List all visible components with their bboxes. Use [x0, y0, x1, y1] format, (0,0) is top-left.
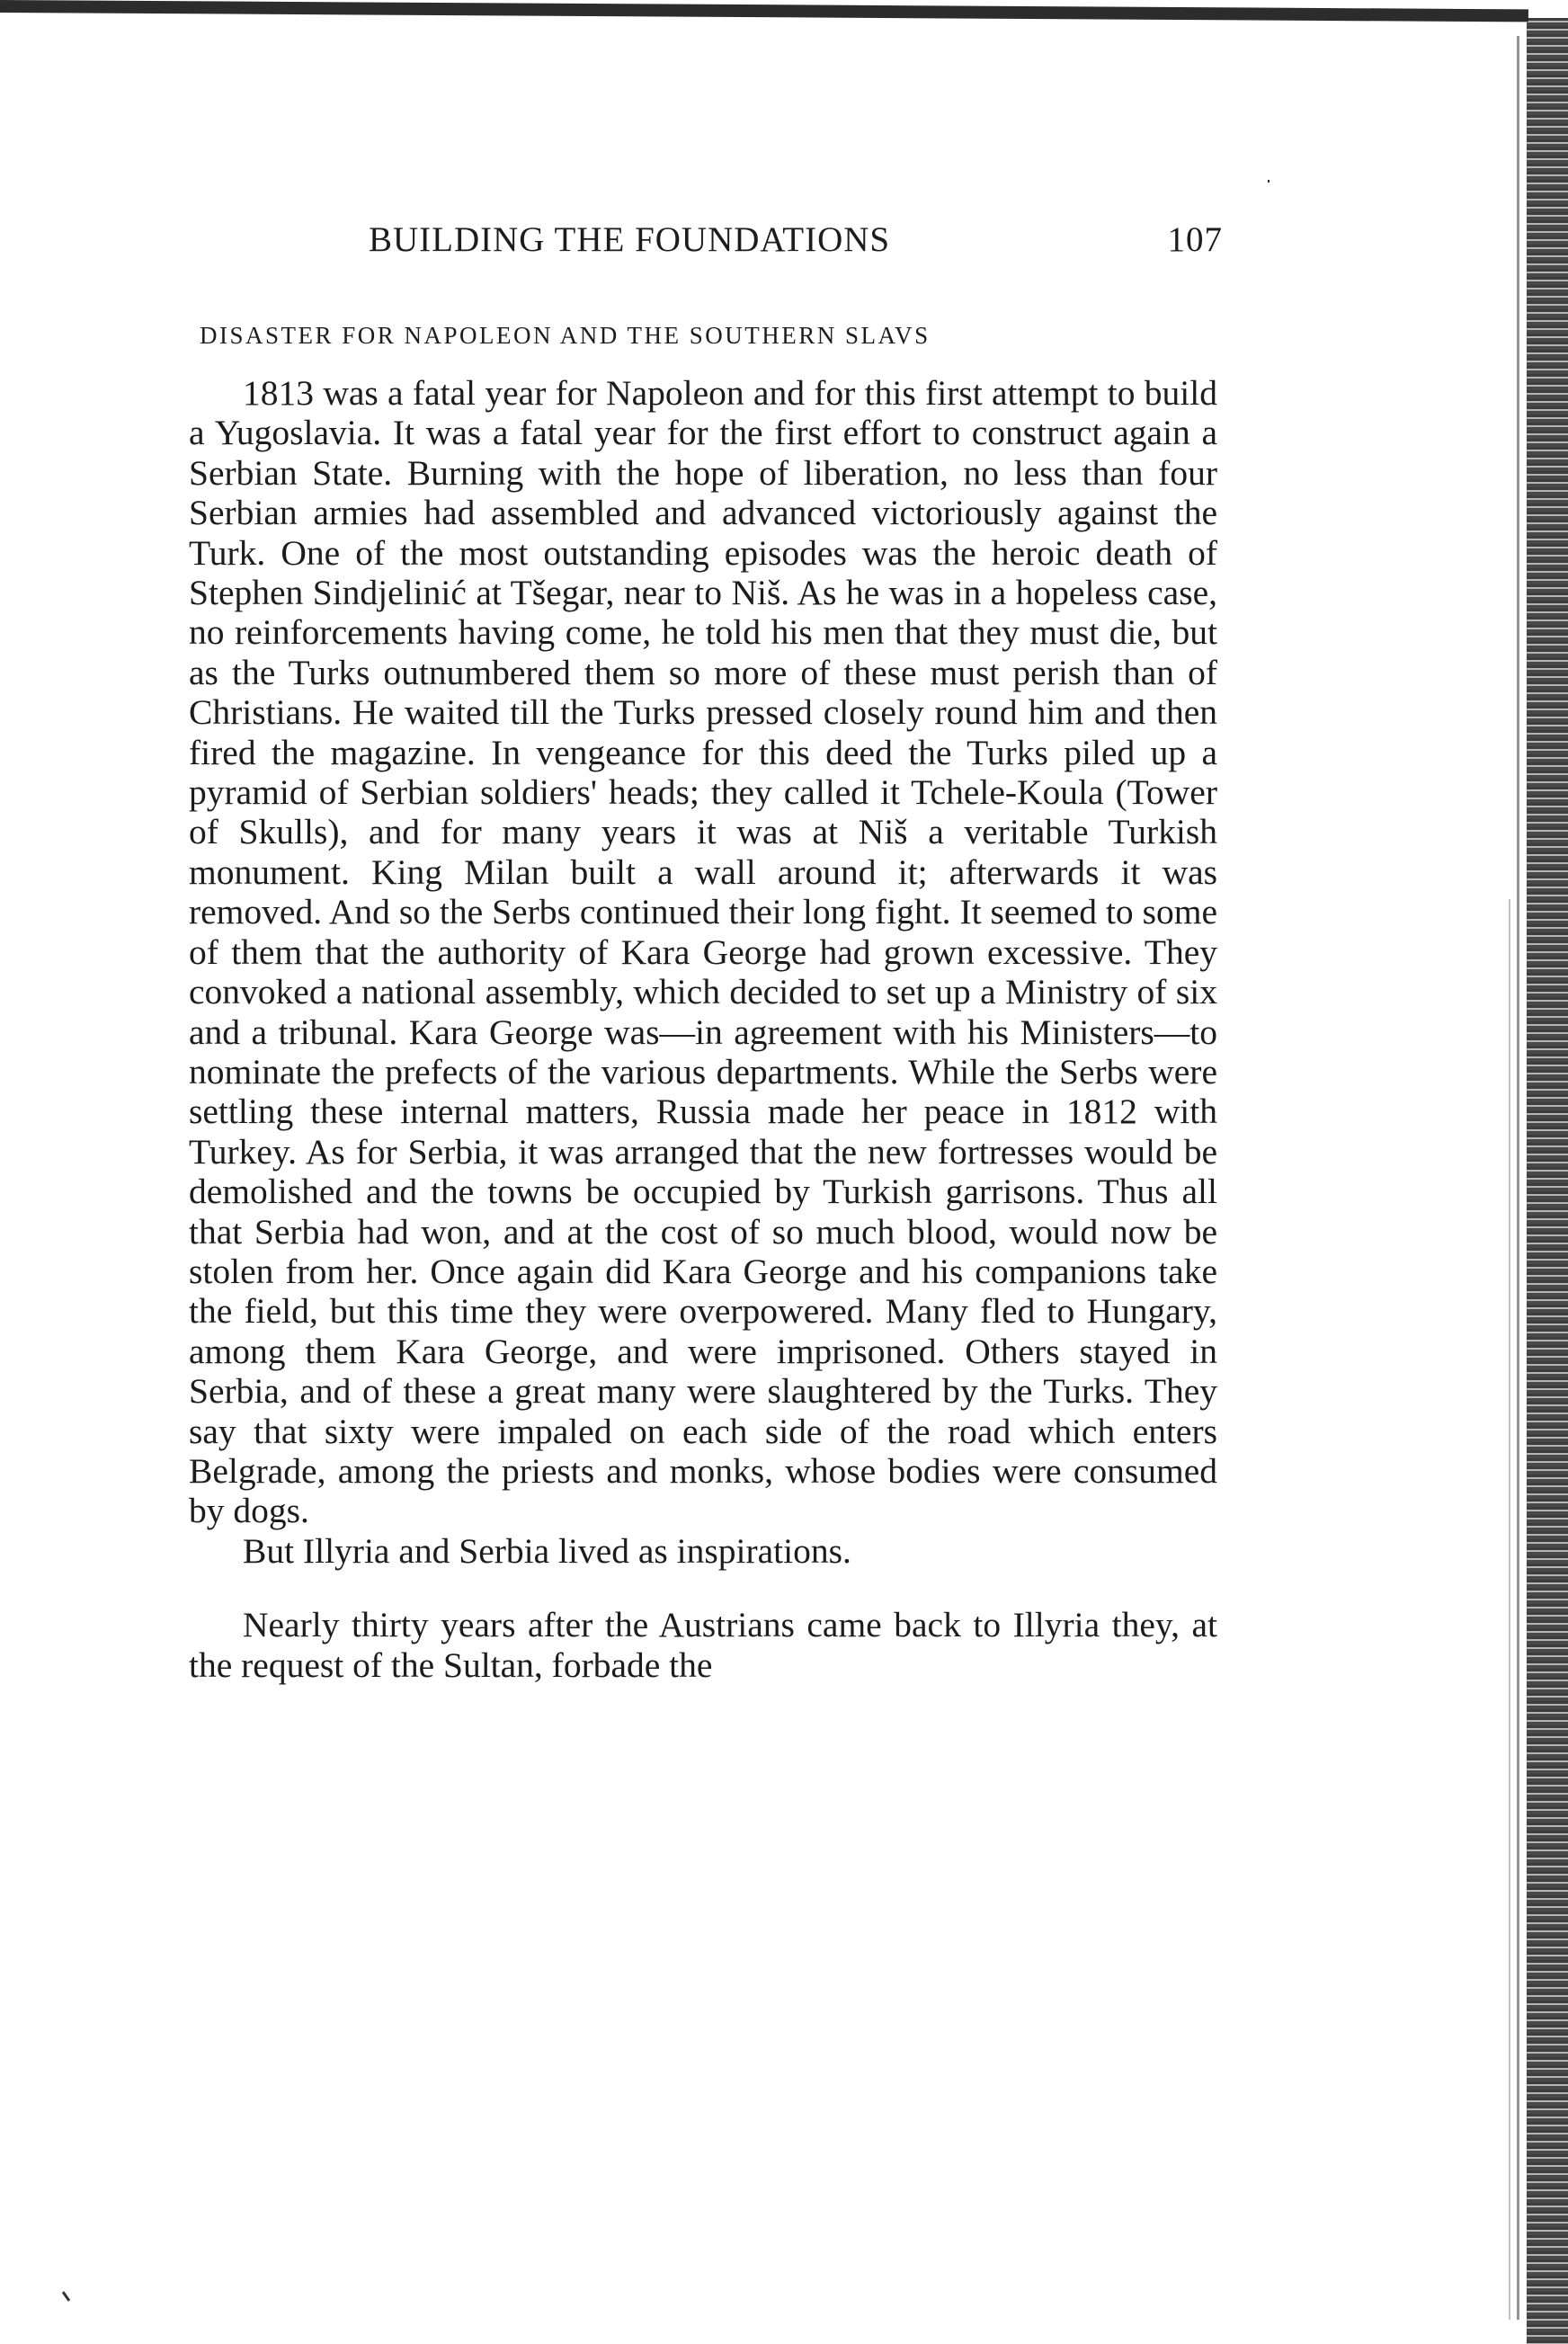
page-number: 107 [1167, 220, 1223, 259]
running-head: BUILDING THE FOUNDATIONS [369, 220, 891, 259]
scan-right-edge-line [1517, 36, 1519, 2320]
section-heading: DISASTER FOR NAPOLEON AND THE SOUTHERN SLAVS [200, 322, 931, 349]
scan-right-edge-line [1509, 899, 1510, 2320]
scan-speck [1268, 180, 1270, 183]
page-header [369, 219, 1223, 259]
scan-top-edge [0, 0, 1528, 22]
paragraph-gap [189, 1571, 1217, 1605]
body-text [189, 373, 1217, 1685]
paragraph: But Illyria and Serbia lived as inspirations. [243, 1530, 851, 1571]
paragraph: Nearly thirty years after the Austrians came back to Illyria they, at the request of the Sultan, forbade the [189, 1605, 1217, 1685]
scan-right-edge [1527, 18, 1568, 2344]
paragraph: 1813 was a fatal year for Napoleon and for this first attempt to build a Yugoslavia. It was a fatal year for the first effort to construct again a Serbian State. Burning with the hope of liberation, no less than four Serbian armies had assembled and advanced victoriously against the Turk. One of the most outstanding episodes was the heroic death of Stephen Sindjelinić at Tšegar, near to Niš. As he was in a hopeless case, no reinforcements having come, he told his men that they must die, but as the Turks outnumbered them so more of these must perish than of Christians. He waited till the Turks pressed closely round him and then fired the magazine. In vengeance for this deed the Turks piled up a pyramid of Serbian soldiers' heads; they called it Tchele-Koula (Tower of Skulls), and for many years it was at Niš a veritable Turkish monument. King Milan built a wall around it; afterwards it was removed. And so the Serbs continued their long fight. It seemed to some of them that the authority of Kara George had grown excessive. They convoked a national assembly, which decided to set up a Ministry of six and a tribunal. Kara George was—in agreement with his Ministers—to nominate the prefects of the various departments. While the Serbs were settling these internal matters, Russia made her peace in 1812 with Turkey. As for Serbia, it was arranged that the new fortresses would be demolished and the towns be occupied by Turkish garrisons. Thus all that Serbia had won, and at the cost of so much blood, would now be stolen from her. Once again did Kara George and his companions take the field, but this time they were overpowered. Many fled to Hungary, among them Kara George, and were imprisoned. Others stayed in Serbia, and of these a great many were slaughtered by the Turks. They say that sixty were impaled on each side of the road which enters Belgrade, among the priests and monks, whose bodies were consumed by dogs. [189, 373, 1217, 1531]
scan-speck [62, 2291, 70, 2302]
